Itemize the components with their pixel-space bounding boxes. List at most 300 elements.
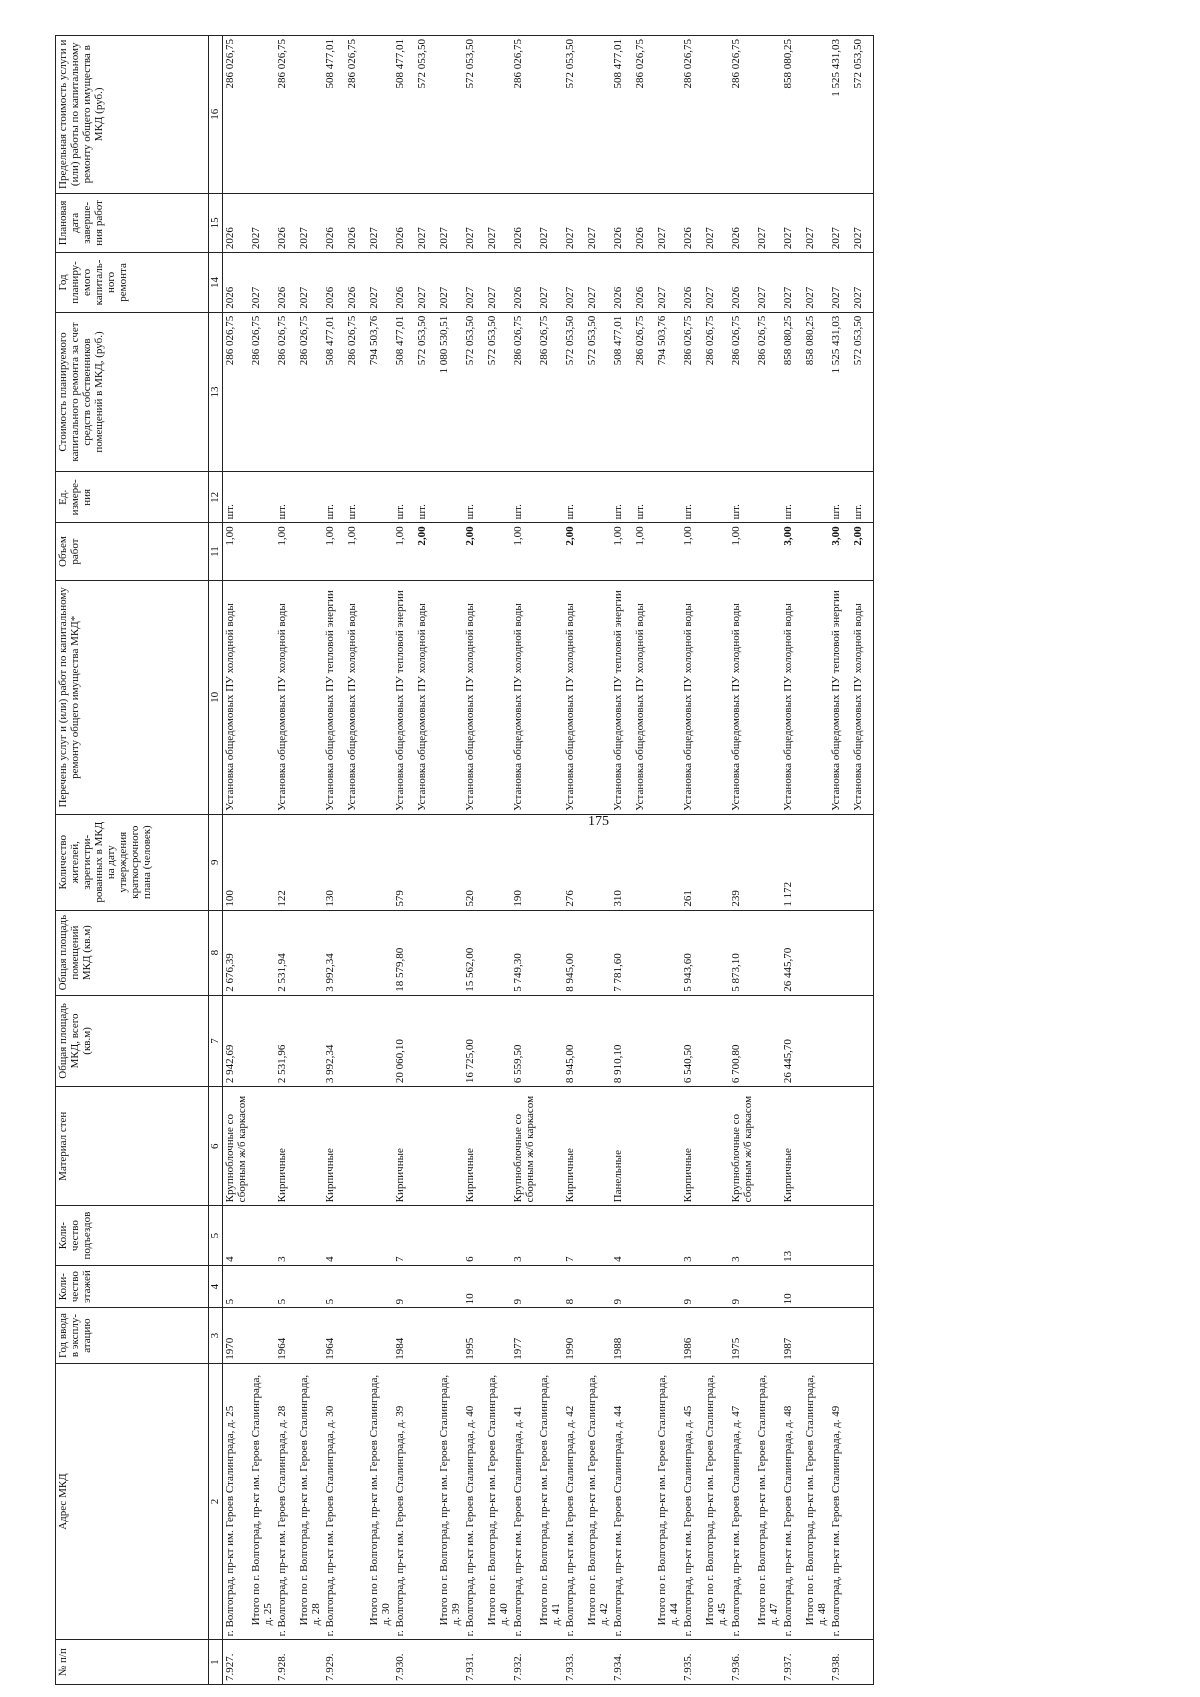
cell-unit <box>249 472 275 523</box>
cell-floors: 9 <box>729 1265 755 1308</box>
cell-work-volume <box>437 523 463 580</box>
table-row <box>323 36 345 1685</box>
cell-floors <box>585 1265 611 1308</box>
cell-work-type <box>249 580 275 814</box>
cell-floors <box>415 1265 437 1308</box>
cell-entrances <box>537 1206 563 1266</box>
cell-work-volume: 2,00 <box>463 523 485 580</box>
cell-residents <box>537 814 563 910</box>
cell-max-cost <box>585 36 611 194</box>
cell-work-volume: 1,00 <box>611 523 633 580</box>
cell-premises-area: 26 445,70 <box>781 910 803 995</box>
cell-max-cost: 572 053,50 <box>463 36 485 194</box>
cell-residents: 130 <box>323 814 345 910</box>
cell-work-volume: 2,00 <box>563 523 585 580</box>
cell-repair-year: 2027 <box>297 253 323 313</box>
cell-completion-date: 2026 <box>275 193 297 253</box>
cell-address <box>851 1363 873 1640</box>
cell-row-number: 7.930. <box>393 1640 415 1685</box>
column-header: Ед. измере-ния <box>56 472 209 523</box>
column-number: 2 <box>209 1363 223 1640</box>
cell-work-type: Установка общедомовых ПУ тепловой энергии <box>393 580 415 814</box>
cell-work-type: Установка общедомовых ПУ холодной воды <box>729 580 755 814</box>
cell-repair-year: 2026 <box>633 253 655 313</box>
cell-residents <box>655 814 681 910</box>
cell-year-built <box>851 1308 873 1363</box>
cell-total-area <box>367 995 393 1086</box>
cell-max-cost <box>367 36 393 194</box>
cell-floors: 9 <box>681 1265 703 1308</box>
cell-premises-area <box>437 910 463 995</box>
cell-unit: шт. <box>223 472 250 523</box>
cell-cost: 286 026,75 <box>729 312 755 472</box>
cell-entrances: 7 <box>393 1206 415 1266</box>
cell-premises-area <box>703 910 729 995</box>
cell-max-cost: 572 053,50 <box>851 36 873 194</box>
column-number: 13 <box>209 312 223 472</box>
cell-work-volume <box>755 523 781 580</box>
cell-wall-material <box>249 1087 275 1206</box>
cell-max-cost <box>537 36 563 194</box>
cell-cost: 286 026,75 <box>511 312 537 472</box>
cell-wall-material <box>633 1087 655 1206</box>
cell-entrances <box>367 1206 393 1266</box>
cell-work-volume: 1,00 <box>223 523 250 580</box>
cell-address: г. Волгоград, пр-кт им. Героев Сталинграда, д. 40 <box>463 1363 485 1640</box>
cell-year-built: 1975 <box>729 1308 755 1363</box>
cell-premises-area <box>585 910 611 995</box>
cell-cost: 794 503,76 <box>367 312 393 472</box>
cell-repair-year: 2027 <box>367 253 393 313</box>
table-row <box>463 36 485 1685</box>
cell-row-number <box>633 1640 655 1685</box>
column-number: 8 <box>209 910 223 995</box>
cell-premises-area: 2 676,39 <box>223 910 250 995</box>
cell-completion-date: 2027 <box>755 193 781 253</box>
cell-premises-area <box>829 910 851 995</box>
cell-floors <box>367 1265 393 1308</box>
table-row <box>781 36 803 1685</box>
cell-unit <box>437 472 463 523</box>
cell-repair-year: 2027 <box>437 253 463 313</box>
cell-total-area <box>537 995 563 1086</box>
cell-residents: 579 <box>393 814 415 910</box>
cell-residents <box>367 814 393 910</box>
header-row <box>56 36 209 1685</box>
cell-floors <box>437 1265 463 1308</box>
cell-total-area <box>803 995 829 1086</box>
cell-total-area <box>249 995 275 1086</box>
column-header: Стоимость планируемого капитального ремонта за счет средств собственников помещений в МКД, (руб.) <box>56 312 209 472</box>
cell-premises-area <box>755 910 781 995</box>
cell-max-cost <box>803 36 829 194</box>
cell-year-built: 1988 <box>611 1308 633 1363</box>
cell-total-area: 2 942,69 <box>223 995 250 1086</box>
cell-floors <box>655 1265 681 1308</box>
cell-max-cost: 572 053,50 <box>563 36 585 194</box>
cell-repair-year: 2026 <box>611 253 633 313</box>
cell-entrances: 3 <box>275 1206 297 1266</box>
cell-row-number: 7.933. <box>563 1640 585 1685</box>
cell-row-number: 7.938. <box>829 1640 851 1685</box>
cell-entrances <box>633 1206 655 1266</box>
cell-unit: шт. <box>563 472 585 523</box>
cell-address: Итого по г. Волгоград, пр-кт им. Героев Сталинграда, д. 25 <box>249 1363 275 1640</box>
cell-residents <box>585 814 611 910</box>
cell-cost: 572 053,50 <box>563 312 585 472</box>
cell-year-built <box>829 1308 851 1363</box>
cell-max-cost: 572 053,50 <box>415 36 437 194</box>
cell-floors <box>485 1265 511 1308</box>
cell-address: Итого по г. Волгоград, пр-кт им. Героев Сталинграда, д. 42 <box>585 1363 611 1640</box>
cell-entrances <box>851 1206 873 1266</box>
column-header: Год планиру-емого капиталь-ного ремонта <box>56 253 209 313</box>
cell-floors <box>249 1265 275 1308</box>
cell-work-type: Установка общедомовых ПУ тепловой энергии <box>611 580 633 814</box>
cell-wall-material: Кирпичные <box>393 1087 415 1206</box>
table-row <box>275 36 297 1685</box>
cell-cost: 794 503,76 <box>655 312 681 472</box>
cell-row-number <box>415 1640 437 1685</box>
cell-address: г. Волгоград, пр-кт им. Героев Сталинграда, д. 45 <box>681 1363 703 1640</box>
cell-premises-area <box>851 910 873 995</box>
cell-unit <box>585 472 611 523</box>
cell-entrances <box>415 1206 437 1266</box>
cell-year-built: 1986 <box>681 1308 703 1363</box>
cell-wall-material <box>367 1087 393 1206</box>
column-header: Объем работ <box>56 523 209 580</box>
cell-unit: шт. <box>633 472 655 523</box>
cell-floors <box>803 1265 829 1308</box>
cell-work-volume: 1,00 <box>511 523 537 580</box>
cell-wall-material: Кирпичные <box>563 1087 585 1206</box>
cell-row-number: 7.934. <box>611 1640 633 1685</box>
cell-premises-area <box>633 910 655 995</box>
table-row <box>611 36 633 1685</box>
cell-cost: 1 080 530,51 <box>437 312 463 472</box>
cell-residents: 1 172 <box>781 814 803 910</box>
cell-repair-year: 2026 <box>345 253 367 313</box>
page-number: 175 <box>588 814 609 829</box>
column-header: Плановая дата заверше-ния работ <box>56 193 209 253</box>
cell-unit: шт. <box>345 472 367 523</box>
cell-completion-date: 2027 <box>367 193 393 253</box>
cell-work-type: Установка общедомовых ПУ тепловой энергии <box>323 580 345 814</box>
cell-floors: 10 <box>463 1265 485 1308</box>
table-row <box>681 36 703 1685</box>
cell-year-built <box>703 1308 729 1363</box>
cell-cost: 286 026,75 <box>275 312 297 472</box>
cell-work-volume: 1,00 <box>729 523 755 580</box>
cell-total-area: 20 060,10 <box>393 995 415 1086</box>
cell-unit: шт. <box>851 472 873 523</box>
cell-floors: 5 <box>275 1265 297 1308</box>
cell-completion-date: 2027 <box>781 193 803 253</box>
cell-total-area <box>655 995 681 1086</box>
cell-repair-year: 2027 <box>585 253 611 313</box>
table-row <box>415 36 437 1685</box>
cell-work-volume <box>249 523 275 580</box>
cell-completion-date: 2027 <box>297 193 323 253</box>
cell-year-built <box>655 1308 681 1363</box>
total-row <box>485 36 511 1685</box>
cell-row-number: 7.935. <box>681 1640 703 1685</box>
cell-total-area: 3 992,34 <box>323 995 345 1086</box>
cell-premises-area <box>367 910 393 995</box>
cell-work-volume: 3,00 <box>781 523 803 580</box>
cell-row-number: 7.928. <box>275 1640 297 1685</box>
cell-max-cost: 508 477,01 <box>393 36 415 194</box>
cell-row-number: 7.936. <box>729 1640 755 1685</box>
cell-work-volume: 2,00 <box>415 523 437 580</box>
cell-work-type <box>297 580 323 814</box>
cell-address <box>345 1363 367 1640</box>
cell-cost: 858 080,25 <box>781 312 803 472</box>
cell-year-built <box>633 1308 655 1363</box>
cell-wall-material <box>485 1087 511 1206</box>
cell-address: г. Волгоград, пр-кт им. Героев Сталинграда, д. 25 <box>223 1363 250 1640</box>
cell-repair-year: 2026 <box>681 253 703 313</box>
cell-cost: 572 053,50 <box>851 312 873 472</box>
cell-unit <box>803 472 829 523</box>
cell-floors: 9 <box>393 1265 415 1308</box>
column-number: 5 <box>209 1206 223 1266</box>
cell-entrances <box>485 1206 511 1266</box>
cell-entrances <box>703 1206 729 1266</box>
cell-max-cost: 286 026,75 <box>729 36 755 194</box>
cell-unit: шт. <box>681 472 703 523</box>
cell-row-number <box>345 1640 367 1685</box>
cell-unit <box>297 472 323 523</box>
total-row <box>249 36 275 1685</box>
cell-work-volume: 2,00 <box>851 523 873 580</box>
cell-wall-material: Кирпичные <box>781 1087 803 1206</box>
cell-entrances: 3 <box>681 1206 703 1266</box>
column-number: 12 <box>209 472 223 523</box>
cell-work-volume <box>485 523 511 580</box>
cell-wall-material <box>655 1087 681 1206</box>
cell-premises-area: 5 749,30 <box>511 910 537 995</box>
cell-completion-date: 2026 <box>681 193 703 253</box>
cell-repair-year: 2027 <box>485 253 511 313</box>
cell-completion-date: 2027 <box>585 193 611 253</box>
cell-cost: 572 053,50 <box>415 312 437 472</box>
cell-unit: шт. <box>511 472 537 523</box>
cell-work-type <box>585 580 611 814</box>
cell-floors <box>703 1265 729 1308</box>
cell-wall-material: Крупноблочные со сборным ж/б каркасом <box>223 1087 250 1206</box>
cell-completion-date: 2026 <box>633 193 655 253</box>
cell-residents <box>755 814 781 910</box>
cell-year-built <box>803 1308 829 1363</box>
cell-unit <box>485 472 511 523</box>
cell-address <box>633 1363 655 1640</box>
cell-max-cost: 286 026,75 <box>633 36 655 194</box>
cell-row-number <box>537 1640 563 1685</box>
column-number-row <box>209 36 223 1685</box>
cell-premises-area: 7 781,60 <box>611 910 633 995</box>
cell-max-cost: 508 477,01 <box>611 36 633 194</box>
cell-completion-date: 2027 <box>437 193 463 253</box>
cell-cost: 286 026,75 <box>633 312 655 472</box>
cell-work-volume: 1,00 <box>633 523 655 580</box>
cell-row-number <box>851 1640 873 1685</box>
cell-unit: шт. <box>829 472 851 523</box>
cell-max-cost <box>249 36 275 194</box>
cell-entrances <box>829 1206 851 1266</box>
cell-repair-year: 2027 <box>415 253 437 313</box>
cell-work-type: Установка общедомовых ПУ холодной воды <box>223 580 250 814</box>
column-number: 10 <box>209 580 223 814</box>
cell-premises-area <box>345 910 367 995</box>
cell-premises-area: 5 873,10 <box>729 910 755 995</box>
cell-repair-year: 2027 <box>781 253 803 313</box>
cell-year-built <box>297 1308 323 1363</box>
cell-row-number <box>367 1640 393 1685</box>
cell-max-cost: 858 080,25 <box>781 36 803 194</box>
cell-premises-area <box>803 910 829 995</box>
cell-address: г. Волгоград, пр-кт им. Героев Сталинграда, д. 41 <box>511 1363 537 1640</box>
capital-repair-table <box>55 35 874 1685</box>
cell-max-cost <box>655 36 681 194</box>
cell-year-built <box>345 1308 367 1363</box>
cell-floors <box>537 1265 563 1308</box>
cell-entrances <box>437 1206 463 1266</box>
column-number: 11 <box>209 523 223 580</box>
cell-cost: 286 026,75 <box>537 312 563 472</box>
cell-year-built <box>367 1308 393 1363</box>
cell-work-volume: 1,00 <box>393 523 415 580</box>
cell-row-number <box>703 1640 729 1685</box>
column-header: Материал стен <box>56 1087 209 1206</box>
cell-residents: 190 <box>511 814 537 910</box>
cell-cost: 286 026,75 <box>223 312 250 472</box>
cell-unit <box>755 472 781 523</box>
cell-completion-date: 2026 <box>611 193 633 253</box>
cell-row-number <box>297 1640 323 1685</box>
cell-completion-date: 2026 <box>223 193 250 253</box>
cell-completion-date: 2027 <box>415 193 437 253</box>
rotated-table-container <box>55 35 1195 1685</box>
cell-address: г. Волгоград, пр-кт им. Героев Сталинграда, д. 42 <box>563 1363 585 1640</box>
cell-residents: 520 <box>463 814 485 910</box>
cell-year-built: 1977 <box>511 1308 537 1363</box>
cell-repair-year: 2027 <box>655 253 681 313</box>
cell-max-cost: 508 477,01 <box>323 36 345 194</box>
cell-entrances: 4 <box>611 1206 633 1266</box>
cell-repair-year: 2026 <box>511 253 537 313</box>
cell-address: г. Волгоград, пр-кт им. Героев Сталинграда, д. 44 <box>611 1363 633 1640</box>
cell-wall-material <box>297 1087 323 1206</box>
cell-floors: 9 <box>511 1265 537 1308</box>
cell-residents <box>829 814 851 910</box>
cell-completion-date: 2027 <box>829 193 851 253</box>
column-header: Количество жителей, зарегистри-рованных в МКД на дату утверждения краткосрочного плана (человек) <box>56 814 209 910</box>
cell-row-number <box>437 1640 463 1685</box>
cell-total-area: 2 531,96 <box>275 995 297 1086</box>
column-header: Общая площадь помещений МКД (кв.м) <box>56 910 209 995</box>
cell-address: г. Волгоград, пр-кт им. Героев Сталинграда, д. 30 <box>323 1363 345 1640</box>
cell-work-type: Установка общедомовых ПУ холодной воды <box>511 580 537 814</box>
cell-work-type: Установка общедомовых ПУ холодной воды <box>415 580 437 814</box>
cell-entrances: 3 <box>511 1206 537 1266</box>
cell-max-cost: 286 026,75 <box>511 36 537 194</box>
cell-residents <box>415 814 437 910</box>
cell-wall-material <box>585 1087 611 1206</box>
column-header: Общая площадь МКД, всего (кв.м) <box>56 995 209 1086</box>
cell-total-area: 6 559,50 <box>511 995 537 1086</box>
cell-work-volume: 3,00 <box>829 523 851 580</box>
cell-row-number: 7.929. <box>323 1640 345 1685</box>
cell-total-area: 8 945,00 <box>563 995 585 1086</box>
cell-year-built: 1990 <box>563 1308 585 1363</box>
cell-completion-date: 2027 <box>249 193 275 253</box>
cell-wall-material <box>851 1087 873 1206</box>
column-number: 14 <box>209 253 223 313</box>
cell-row-number <box>249 1640 275 1685</box>
table-body <box>223 36 874 1685</box>
cell-year-built <box>437 1308 463 1363</box>
cell-work-type: Установка общедомовых ПУ холодной воды <box>633 580 655 814</box>
cell-entrances <box>655 1206 681 1266</box>
cell-row-number <box>485 1640 511 1685</box>
cell-residents <box>851 814 873 910</box>
cell-cost: 286 026,75 <box>681 312 703 472</box>
cell-wall-material <box>415 1087 437 1206</box>
cell-work-volume <box>655 523 681 580</box>
cell-floors <box>345 1265 367 1308</box>
cell-completion-date: 2027 <box>703 193 729 253</box>
cell-work-type: Установка общедомовых ПУ тепловой энергии <box>829 580 851 814</box>
cell-completion-date: 2027 <box>803 193 829 253</box>
cell-wall-material: Крупноблочные со сборным ж/б каркасом <box>729 1087 755 1206</box>
cell-completion-date: 2027 <box>851 193 873 253</box>
cell-unit: шт. <box>415 472 437 523</box>
cell-repair-year: 2027 <box>249 253 275 313</box>
cell-entrances <box>345 1206 367 1266</box>
cell-work-type <box>537 580 563 814</box>
cell-unit: шт. <box>463 472 485 523</box>
cell-total-area: 6 700,80 <box>729 995 755 1086</box>
cell-year-built <box>585 1308 611 1363</box>
cell-unit: шт. <box>275 472 297 523</box>
cell-residents: 276 <box>563 814 585 910</box>
total-row <box>437 36 463 1685</box>
column-number: 15 <box>209 193 223 253</box>
cell-max-cost <box>437 36 463 194</box>
table-row <box>829 36 851 1685</box>
cell-max-cost <box>755 36 781 194</box>
cell-address: Итого по г. Волгоград, пр-кт им. Героев Сталинграда, д. 30 <box>367 1363 393 1640</box>
cell-premises-area <box>297 910 323 995</box>
cell-repair-year: 2027 <box>851 253 873 313</box>
cell-premises-area <box>415 910 437 995</box>
table-row <box>223 36 250 1685</box>
cell-row-number: 7.937. <box>781 1640 803 1685</box>
table-row <box>729 36 755 1685</box>
cell-floors <box>755 1265 781 1308</box>
cell-total-area: 8 910,10 <box>611 995 633 1086</box>
total-row <box>585 36 611 1685</box>
total-row <box>297 36 323 1685</box>
cell-work-type <box>485 580 511 814</box>
cell-work-type: Установка общедомовых ПУ холодной воды <box>781 580 803 814</box>
cell-address: г. Волгоград, пр-кт им. Героев Сталинграда, д. 47 <box>729 1363 755 1640</box>
cell-completion-date: 2027 <box>563 193 585 253</box>
cell-total-area: 26 445,70 <box>781 995 803 1086</box>
cell-address: Итого по г. Волгоград, пр-кт им. Героев Сталинграда, д. 47 <box>755 1363 781 1640</box>
cell-cost: 286 026,75 <box>249 312 275 472</box>
